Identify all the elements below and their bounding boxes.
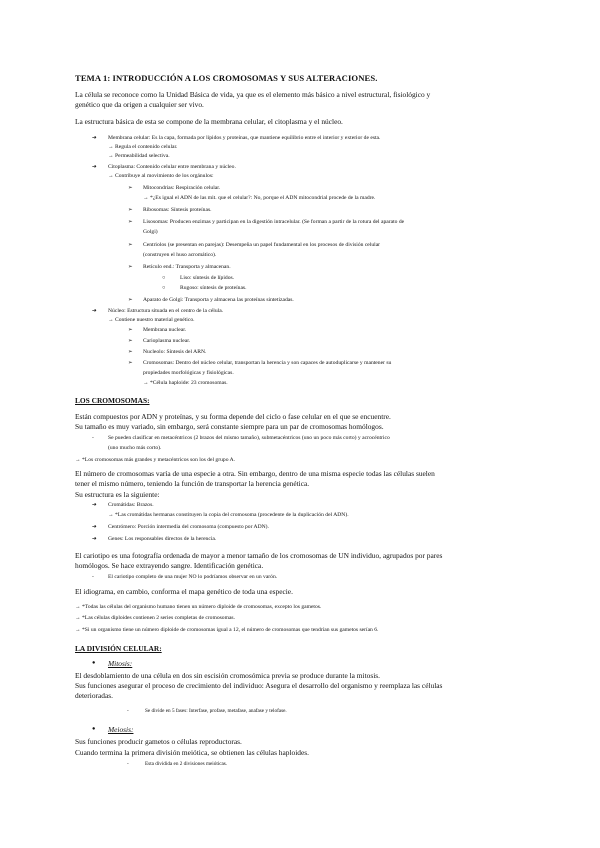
item-golgi: Aparato de Golgi: Transporta y almacena las proteínas sintetizadas. (143, 297, 294, 303)
chevron-bullet-icon: ➢ (128, 264, 133, 270)
paragraph-structure: Su estructura es la siguiente: (75, 490, 160, 499)
chevron-bullet-icon: ➢ (128, 338, 133, 344)
chevron-bullet-icon: ➢ (128, 185, 133, 191)
arrow-bullet: ➔ (92, 164, 97, 170)
note-diploid-series: → *Las células diploides contienen 2 series completas de cromosomas. (75, 615, 236, 621)
paragraph-mitosis: El desdoblamiento de una célula en dos sin escisión cromosómica previa se produce durante la mitosis. (75, 671, 380, 680)
paragraph-meiosis: Sus funciones producir gametos o células reproductoras. (75, 737, 242, 746)
item-lysosomes: Lisosomas: Producen enzimas y participan en la digestión intracelular. (Se forman a partir de la rotura del aparato de (143, 219, 405, 225)
note-diploid: → *Todas las células del organismo humano tienen un número diploide de cromosomas, excepto los gametos. (75, 604, 322, 610)
chevron-bullet-icon: ➢ (128, 207, 133, 213)
arrow-bullet: ➔ (92, 502, 97, 508)
item-nucleus: Núcleo: Estructura situada en el centro de la célula. (108, 308, 224, 314)
note-gametes: → *Si un organismo tiene un número diploide de cromosomas igual a 12, el número de cromosomas que tendrían sus gametos serían 6. (75, 627, 379, 633)
item-membrane-sub1: → Regula el contenido celular. (108, 144, 178, 150)
chevron-bullet-icon: ➢ (128, 327, 133, 333)
item-mitochondria-question: → *¿Es igual el ADN de las mit. que el celular?: No, porque el ADN mitocondrial procede de la madre. (143, 195, 376, 201)
section-heading-chromosomes: LOS CROMOSOMAS: (75, 396, 150, 405)
item-chromatids-sub: → *Las cromátidas hermanas constituyen la copia del cromosoma (procedente de la duplicación del ADN). (108, 512, 349, 518)
item-nucleus-sub: → Contiene nuestro material genético. (108, 317, 195, 323)
item-mitochondria: Mitocondrias: Respiración celular. (143, 185, 221, 191)
item-nuclear-membrane: Membrana nuclear. (143, 327, 187, 333)
round-bullet-icon: ● (92, 726, 96, 732)
item-karyoplasm: Carioplasma nuclear. (143, 338, 191, 344)
item-reticulum-smooth: Liso: síntesis de lípidos. (180, 275, 235, 281)
subheading-meiosis: Meiosis: (108, 725, 134, 734)
dash-bullet: - (92, 574, 94, 580)
item-genes: Genes: Los responsables directos de la herencia. (108, 536, 217, 542)
paragraph-size: Su tamaño es muy variado, sin embargo, será constante siempre para un par de cromosomas homólogos. (75, 422, 384, 431)
circle-bullet-icon: ○ (162, 275, 166, 281)
paragraph-karyotype: El cariotipo es una fotografía ordenada de mayor a menor tamaño de los cromosomas de UN individuo, agrupados por pares (75, 551, 443, 560)
document-title: TEMA 1: INTRODUCCIÓN A LOS CROMOSOMAS Y SUS ALTERACIONES. (75, 73, 378, 83)
paragraph-idiogram: El idiograma, en cambio, conforma el mapa genético de toda una especie. (75, 587, 293, 596)
paragraph-number: El número de cromosomas varía de una especie a otra. Sin embargo, dentro de una misma especie todas las células suelen (75, 469, 435, 478)
item-meiosis-divisions: Esta dividida en 2 divisiones meióticas. (145, 761, 228, 767)
item-ribosomes: Ribosomas: Síntesis proteínas. (143, 207, 212, 213)
item-chromosomes-cont: propiedades morfológicas y fisiológicas. (143, 370, 234, 376)
item-cytoplasm-sub: → Contribuye al movimiento de los orgánulos: (108, 173, 214, 179)
chevron-bullet-icon: ➢ (128, 349, 133, 355)
paragraph-mitosis-function-cont: deterioradas. (75, 691, 113, 700)
item-centrioles-cont: (construyen el huso acromático). (143, 252, 217, 258)
note-group-a: → *Los cromosomas más grandes y metacéntricos son los del grupo A. (75, 457, 236, 463)
dash-bullet: - (127, 708, 129, 714)
paragraph-number-cont: tener el mismo número, teniendo la función de transportar la herencia genética. (75, 479, 310, 488)
item-classification-cont: (uno mucho más corto). (108, 445, 162, 451)
item-mitosis-phases: Se divide en 5 fases: Interfase, profase, metafase, anafase y telofase. (145, 708, 287, 714)
item-membrane: Membrana celular: Es la capa, formada por lípidos y proteínas, que mantiene equilibrio entre el interior y exterior de esta. (108, 135, 381, 141)
item-chromatids: Cromátidas: Brazos. (108, 502, 154, 508)
dash-bullet: - (92, 435, 94, 441)
paragraph-mitosis-function: Sus funciones asegurar el proceso de crecimiento del individuo: Asegura el desarrollo del organismo y reemplaza las células (75, 681, 443, 690)
paragraph-cell-definition: La célula se reconoce como la Unidad Básica de vida, ya que es el elemento más básico a nivel estructural, fisiológico y (75, 90, 431, 99)
item-chromosomes: Cromosomas: Dentro del núcleo celular, transportan la herencia y son capaces de autoduplicarse y mantener su (143, 360, 392, 366)
item-classification: Se pueden clasificar en metacéntricos (2 brazos del mismo tamaño), submetacéntricos (uno un poco más corto) y acrocéntrico (108, 435, 390, 441)
circle-bullet-icon: ○ (162, 285, 166, 291)
item-karyotype-note: El cariotipo completo de una mujer NO lo podríamos observar en un varón. (108, 574, 278, 580)
paragraph-cell-structure: La estructura básica de esta se compone de la membrana celular, el citoplasma y el núcleo. (75, 117, 343, 126)
item-lysosomes-cont: Golgi) (143, 229, 158, 235)
chevron-bullet-icon: ➢ (128, 219, 133, 225)
item-cytoplasm: Citoplasma: Contenido celular entre membrana y núcleo. (108, 164, 236, 170)
arrow-bullet: ➔ (92, 536, 97, 542)
item-centromere: Centrómero: Porción intermedia del cromosoma (compuesto por ADN). (108, 524, 269, 530)
item-centrioles: Centriolos (se presentan en parejas): Desempeña un papel fundamental en los procesos de división celular (143, 242, 381, 248)
item-nucleolus: Nucleolo: Síntesis del ARN. (143, 349, 207, 355)
item-reticulum: Retículo end.: Transporta y almacenan. (143, 264, 231, 270)
paragraph-karyotype-cont: homólogos. Se hace extrayendo sangre. Identificación genética. (75, 561, 264, 570)
round-bullet-icon: ● (92, 660, 96, 666)
section-heading-division: LA DIVISIÓN CELULAR: (75, 644, 162, 653)
item-reticulum-rough: Rugoso: síntesis de proteínas. (180, 285, 247, 291)
chevron-bullet-icon: ➢ (128, 242, 133, 248)
paragraph-meiosis-haploid: Cuando termina la primera división meiótica, se obtienen las células haploides. (75, 748, 309, 757)
item-haploid-note: → *Célula haploide: 23 cromosomas. (143, 380, 228, 386)
item-membrane-sub2: → Permeabilidad selectiva. (108, 153, 170, 159)
dash-bullet: - (127, 761, 129, 767)
arrow-bullet: ➔ (92, 524, 97, 530)
paragraph-composition: Están compuestos por ADN y proteínas, y su forma depende del ciclo o fase celular en el que se encuentre. (75, 412, 391, 421)
chevron-bullet-icon: ➢ (128, 297, 133, 303)
subheading-mitosis: Mitosis: (108, 659, 133, 668)
arrow-bullet: ➔ (92, 308, 97, 314)
paragraph-cell-definition-cont: genético que da origen a cualquier ser vivo. (75, 100, 204, 109)
arrow-bullet: ➔ (92, 135, 97, 141)
chevron-bullet-icon: ➢ (128, 360, 133, 366)
